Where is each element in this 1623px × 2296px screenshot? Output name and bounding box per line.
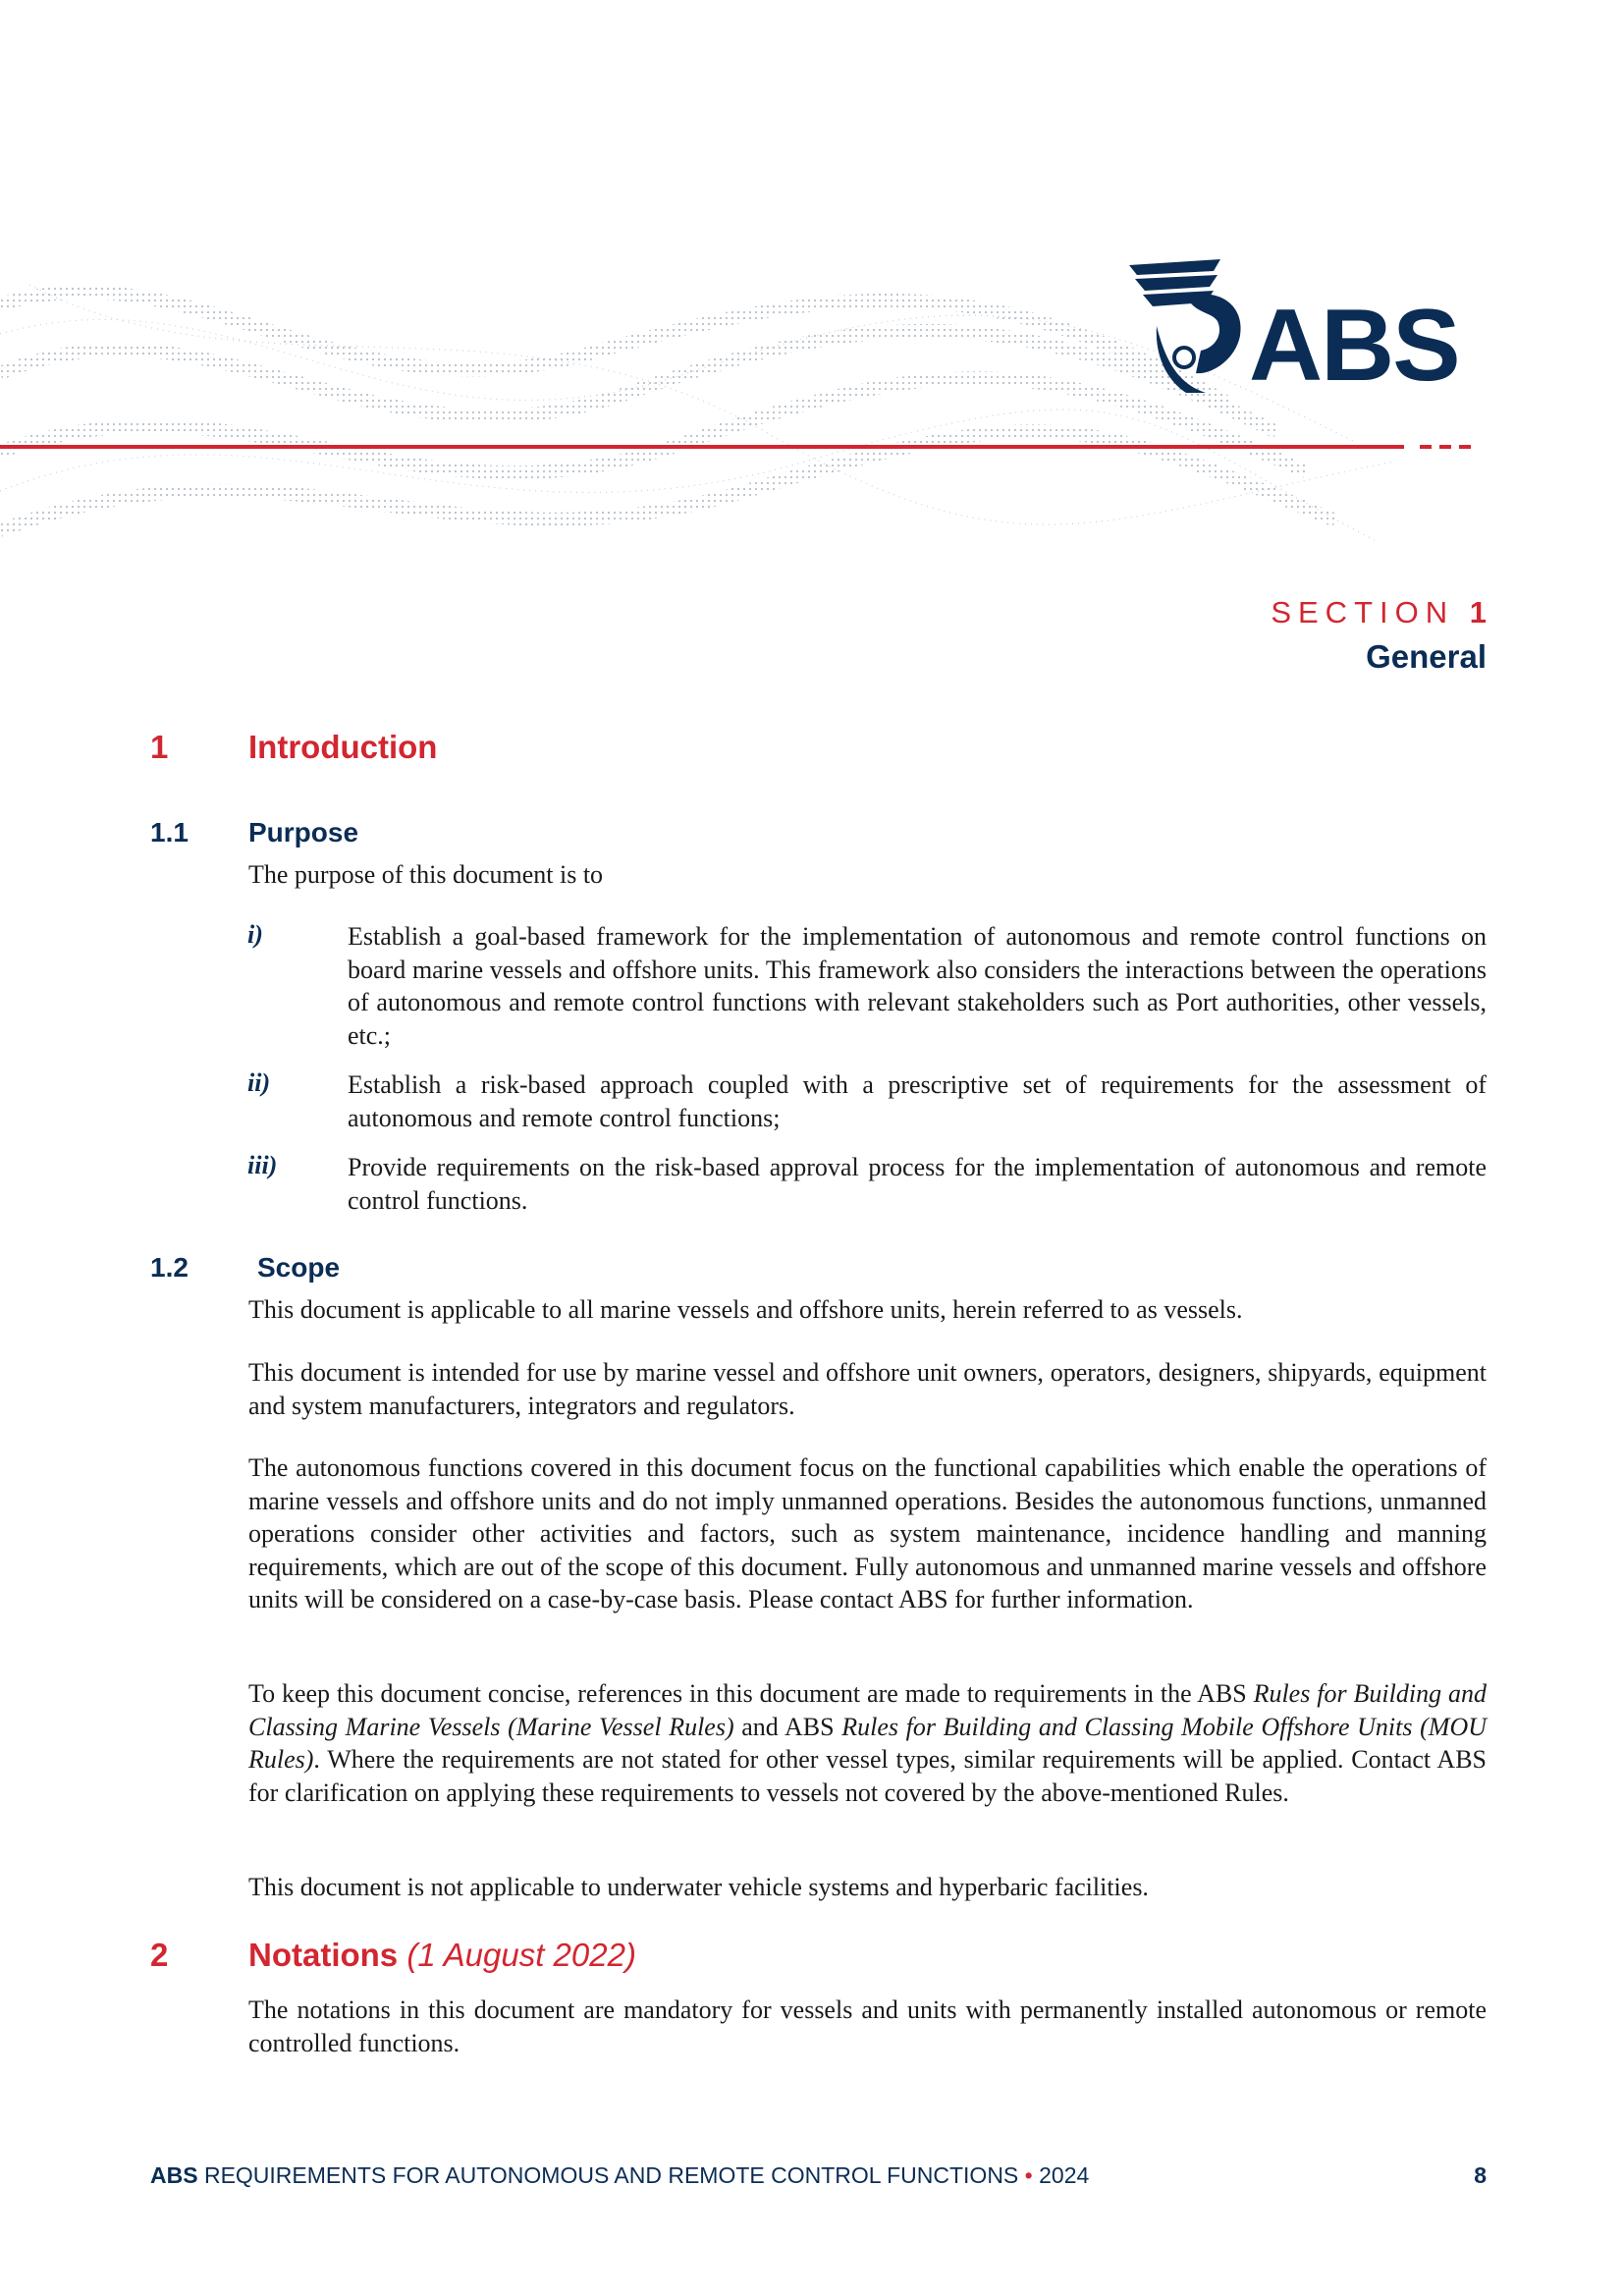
- header-divider-dash: [1459, 445, 1471, 449]
- list-item-text: Provide requirements on the risk-based approval process for the implementation of autonomous and remote control functions.: [348, 1153, 1487, 1215]
- scope-paragraph-1: This document is applicable to all marine vessels and offshore units, herein referred to as vessels.: [248, 1295, 1243, 1324]
- heading-introduction: Introduction: [248, 729, 438, 765]
- scope-paragraph-5: This document is not applicable to underwater vehicle systems and hyperbaric facilities.: [248, 1873, 1149, 1901]
- footer-title: [150, 2162, 1089, 2189]
- heading-date: (1 August 2022): [406, 1937, 636, 1973]
- rules-reference: Rules for Building and Classing Marine Vessels (Marine Vessel Rules): [248, 1679, 1487, 1741]
- section-number: 1: [1469, 595, 1487, 629]
- footer-brand: ABS: [150, 2162, 198, 2188]
- page-number: 8: [1474, 2162, 1487, 2188]
- subheading-number: 1.2: [150, 1252, 189, 1283]
- paragraph-text: and ABS: [733, 1712, 842, 1741]
- brand-logo-text: ABS: [1249, 289, 1459, 403]
- paragraph-text: . Where the requirements are not stated for other vessel types, similar requirements will be applied. Contact ABS for clarification on applying these requirements to vessels not covered by the above-mentioned Rules.: [248, 1745, 1487, 1807]
- list-item-text: Establish a risk-based approach coupled with a prescriptive set of requirements for the assessment of autonomous and remote control functions;: [348, 1070, 1487, 1132]
- scope-paragraph-2: This document is intended for use by marine vessel and offshore unit owners, operators, designers, shipyards, equipment and system manufacturers, integrators and regulators.: [248, 1358, 1487, 1420]
- header-divider-dash: [1439, 445, 1451, 449]
- section-label-text: SECTION: [1271, 595, 1455, 629]
- notations-paragraph: The notations in this document are mandatory for vessels and units with permanently installed autonomous or remote controlled functions.: [248, 1995, 1487, 2057]
- list-item-label: iii): [247, 1151, 278, 1179]
- eagle-logo-icon: [1127, 257, 1255, 395]
- section-label: [1271, 595, 1487, 630]
- subheading-scope: Scope: [257, 1252, 341, 1283]
- footer-document-title: REQUIREMENTS FOR AUTONOMOUS AND REMOTE CONTROL FUNCTIONS: [197, 2162, 1019, 2188]
- rules-reference: Rules for Building and Classing Mobile Offshore Units (MOU Rules): [248, 1712, 1487, 1774]
- list-item-text: Establish a goal-based framework for the implementation of autonomous and remote control functions on board marine vessels and offshore units. This framework also considers the interactions between the operations of autonomous and remote control functions with relevant stakeholders such as Port authorities, other vessels, etc.;: [348, 922, 1487, 1050]
- heading-number: 2: [150, 1937, 169, 1973]
- footer-separator: •: [1018, 2162, 1040, 2188]
- list-item-label: i): [247, 920, 263, 949]
- subheading-purpose: Purpose: [248, 817, 359, 847]
- paragraph-text: To keep this document concise, references in this document are made to requirements in the ABS: [248, 1679, 1254, 1708]
- heading-number: 1: [150, 729, 169, 765]
- subheading-number: 1.1: [150, 817, 189, 847]
- list-item-label: ii): [247, 1068, 271, 1097]
- scope-paragraph-3: The autonomous functions covered in this document focus on the functional capabilities which enable the operations of marine vessels and offshore units and do not imply unmanned operations. Besides the autonomous functions, unmanned operations consider other activities and factors, such as system maintenance, incidence handling and manning requirements, which are out of the scope of this document. Fully autonomous and unmanned marine vessels and offshore units will be considered on a case-by-case basis. Please contact ABS for further information.: [248, 1453, 1487, 1613]
- scope-paragraph-4: [248, 1677, 1487, 1809]
- footer-year: 2024: [1039, 2162, 1090, 2188]
- section-title: General: [1366, 638, 1487, 675]
- heading-notations: [248, 1937, 636, 1974]
- purpose-intro: The purpose of this document is to: [248, 860, 604, 889]
- header-divider: [0, 445, 1404, 449]
- heading-notations-title: Notations: [248, 1937, 399, 1973]
- header-divider-dash: [1420, 445, 1432, 449]
